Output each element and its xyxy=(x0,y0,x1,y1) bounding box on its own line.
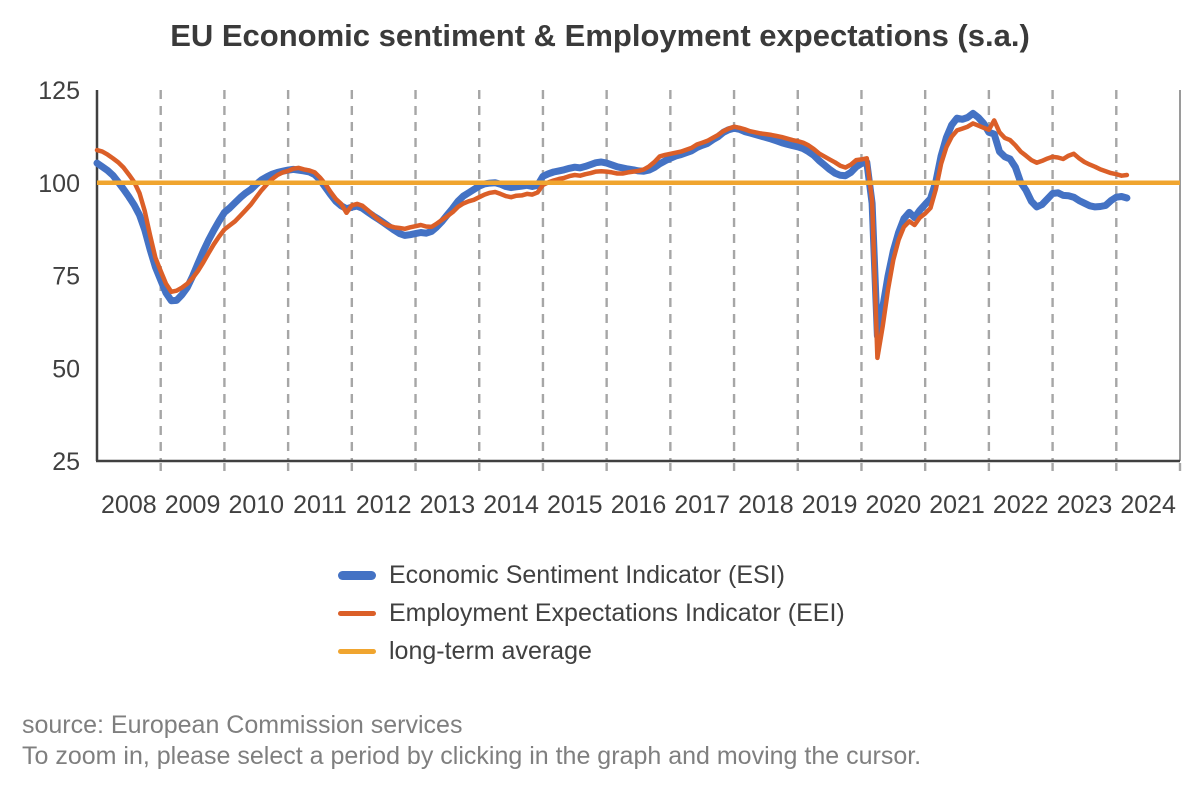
svg-text:50: 50 xyxy=(52,355,80,384)
svg-text:125: 125 xyxy=(38,77,80,105)
eei-line-swatch-icon xyxy=(338,611,376,616)
legend-label-average: long-term average xyxy=(389,636,592,665)
chart-footer xyxy=(22,710,921,772)
svg-text:2018: 2018 xyxy=(738,491,794,519)
chart-title: EU Economic sentiment & Employment expectations (s.a.) xyxy=(170,18,1030,53)
svg-text:2023: 2023 xyxy=(1056,491,1113,519)
svg-text:2009: 2009 xyxy=(164,491,221,519)
svg-text:2021: 2021 xyxy=(929,491,985,519)
svg-text:2017: 2017 xyxy=(674,491,731,519)
svg-text:2008: 2008 xyxy=(101,491,157,519)
chart-legend xyxy=(338,562,845,664)
legend-label-eei: Employment Expectations Indicator (EEI) xyxy=(389,598,845,627)
svg-text:2010: 2010 xyxy=(228,491,285,519)
svg-text:2024: 2024 xyxy=(1120,491,1176,519)
source-note: source: European Commission services xyxy=(22,711,463,739)
svg-text:2013: 2013 xyxy=(419,491,476,519)
svg-text:75: 75 xyxy=(52,262,80,291)
svg-text:2012: 2012 xyxy=(355,491,412,519)
legend-item-esi[interactable] xyxy=(338,562,845,588)
svg-text:25: 25 xyxy=(52,448,80,476)
svg-text:2020: 2020 xyxy=(865,491,922,519)
svg-text:2022: 2022 xyxy=(992,491,1049,519)
legend-item-eei[interactable] xyxy=(338,600,845,626)
legend-label-esi: Economic Sentiment Indicator (ESI) xyxy=(389,560,785,589)
svg-text:2015: 2015 xyxy=(546,491,603,519)
legend-item-average[interactable] xyxy=(338,638,845,664)
svg-text:2019: 2019 xyxy=(801,491,858,519)
svg-text:2016: 2016 xyxy=(610,491,667,519)
svg-text:100: 100 xyxy=(38,169,80,198)
esi-line-swatch-icon xyxy=(338,571,376,580)
average-line-swatch-icon xyxy=(338,649,376,654)
svg-text:2014: 2014 xyxy=(483,491,539,519)
zoom-instruction: To zoom in, please select a period by clicking in the graph and moving the cursor. xyxy=(22,742,922,770)
svg-text:2011: 2011 xyxy=(293,491,347,519)
